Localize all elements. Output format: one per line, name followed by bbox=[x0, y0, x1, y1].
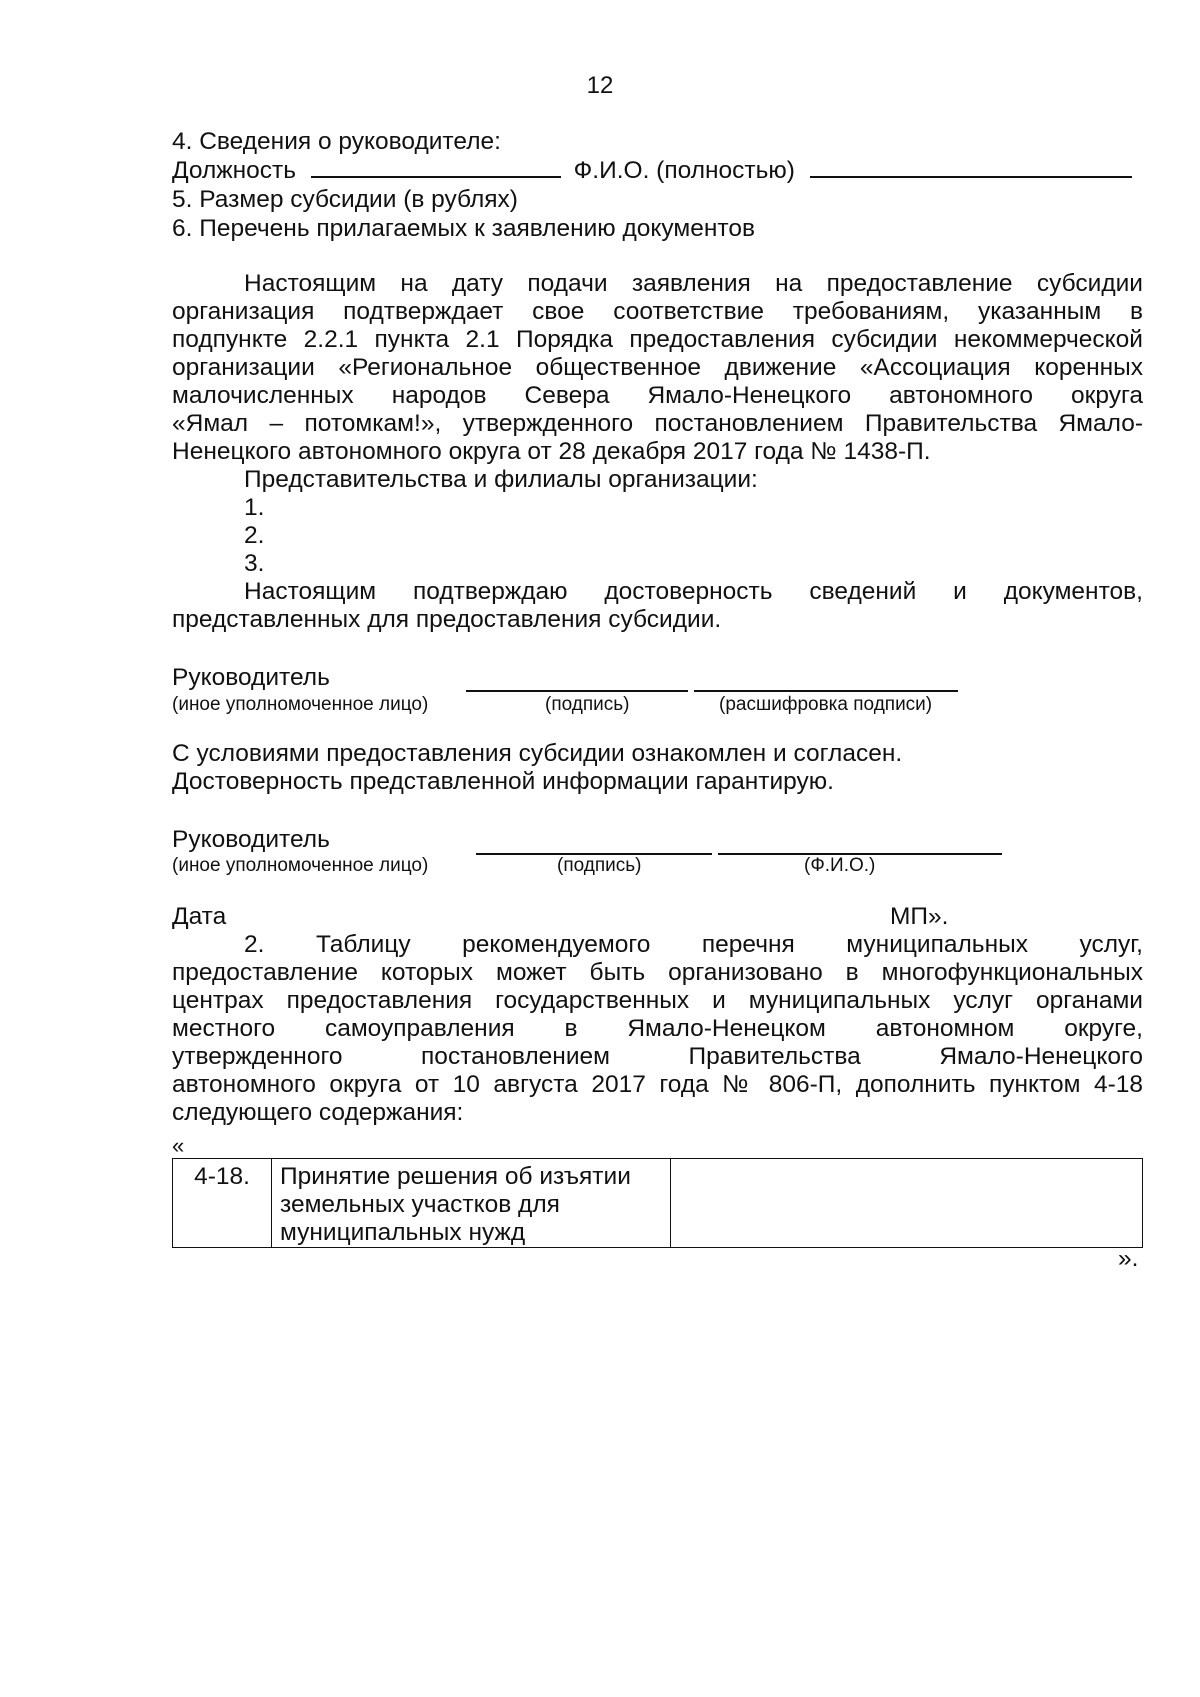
position-line bbox=[172, 157, 1132, 185]
date-label: Дата bbox=[172, 903, 227, 930]
signature-role-note: (иное уполномоченное лицо) bbox=[172, 694, 429, 715]
head-info-line: 4. Сведения о руководителе: bbox=[172, 128, 501, 155]
subsidy-amount-line: 5. Размер субсидии (в рублях) bbox=[172, 186, 518, 213]
confirm-line: организация подтверждает свое соответствие требованиям, указанным в bbox=[172, 298, 1143, 325]
service-line: Принятие решения об изъятии bbox=[280, 1163, 631, 1190]
confirm-line: Ненецкого автономного округа от 28 декабря 2017 года № 1438-П. bbox=[172, 438, 931, 465]
service-line: муниципальных нужд bbox=[280, 1219, 526, 1246]
signature-role-note: (иное уполномоченное лицо) bbox=[172, 855, 429, 876]
branch-item: 1. bbox=[244, 494, 265, 521]
close-quote: ». bbox=[1118, 1245, 1139, 1272]
fio-caption: (Ф.И.О.) bbox=[804, 855, 876, 876]
confirm-line: организации «Региональное общественное движение «Ассоциация коренных bbox=[172, 354, 1143, 381]
signature-caption: (подпись) bbox=[545, 694, 630, 715]
confirm-line: малочисленных народов Севера Ямало-Ненецкого автономного округа bbox=[172, 382, 1143, 409]
open-quote: « bbox=[172, 1133, 185, 1158]
amendment-line: предоставление которых может быть организовано в многофункциональных bbox=[172, 959, 1143, 986]
documents-list-line: 6. Перечень прилагаемых к заявлению документов bbox=[172, 215, 755, 242]
fio-blank bbox=[810, 176, 1132, 178]
signature-line bbox=[466, 690, 688, 692]
fio-label: Ф.И.О. (полностью) bbox=[573, 157, 795, 184]
authenticity-line: Настоящим подтверждаю достоверность сведений и документов, bbox=[244, 578, 1143, 605]
amendment-line: следующего содержания: bbox=[172, 1099, 464, 1126]
branch-item: 3. bbox=[244, 550, 265, 577]
services-table bbox=[172, 1158, 1143, 1248]
amendment-line: утвержденного постановлением Правительства Ямало-Ненецкого bbox=[172, 1043, 1143, 1070]
table-cell-number: 4-18. bbox=[173, 1159, 272, 1248]
amendment-line: 2. Таблицу рекомендуемого перечня муниципальных услуг, bbox=[244, 931, 1143, 958]
table-row bbox=[173, 1159, 1143, 1248]
table-cell-empty bbox=[671, 1159, 1143, 1248]
table-cell-service bbox=[272, 1159, 671, 1248]
amendment-line: автономного округа от 10 августа 2017 года № 806-П, дополнить пунктом 4-18 bbox=[172, 1071, 1143, 1098]
confirm-line: Настоящим на дату подачи заявления на предоставление субсидии bbox=[244, 270, 1143, 297]
agreement-line: Достоверность представленной информации гарантирую. bbox=[172, 768, 834, 795]
signature-role: Руководитель bbox=[172, 826, 330, 853]
amendment-line: местного самоуправления в Ямало-Ненецком автономном округе, bbox=[172, 1015, 1143, 1042]
position-blank bbox=[311, 176, 561, 178]
position-label: Должность bbox=[172, 157, 297, 184]
signature-role: Руководитель bbox=[172, 664, 330, 691]
confirm-line: «Ямал – потомкам!», утвержденного постановлением Правительства Ямало- bbox=[172, 410, 1143, 437]
decode-line bbox=[694, 690, 958, 692]
authenticity-line: представленных для предоставления субсидии. bbox=[172, 606, 722, 633]
signature-caption: (подпись) bbox=[557, 855, 642, 876]
amendment-line: центрах предоставления государственных и муниципальных услуг органами bbox=[172, 987, 1143, 1014]
agreement-line: С условиями предоставления субсидии ознакомлен и согласен. bbox=[172, 740, 903, 767]
branch-item: 2. bbox=[244, 522, 265, 549]
decode-caption: (расшифровка подписи) bbox=[719, 694, 933, 715]
confirm-line: подпункте 2.2.1 пункта 2.1 Порядка предоставления субсидии некоммерческой bbox=[172, 326, 1143, 353]
branches-heading: Представительства и филиалы организации: bbox=[244, 466, 758, 493]
stamp-label: МП». bbox=[890, 903, 949, 930]
service-line: земельных участков для bbox=[280, 1191, 560, 1218]
page-number: 12 bbox=[586, 72, 614, 99]
